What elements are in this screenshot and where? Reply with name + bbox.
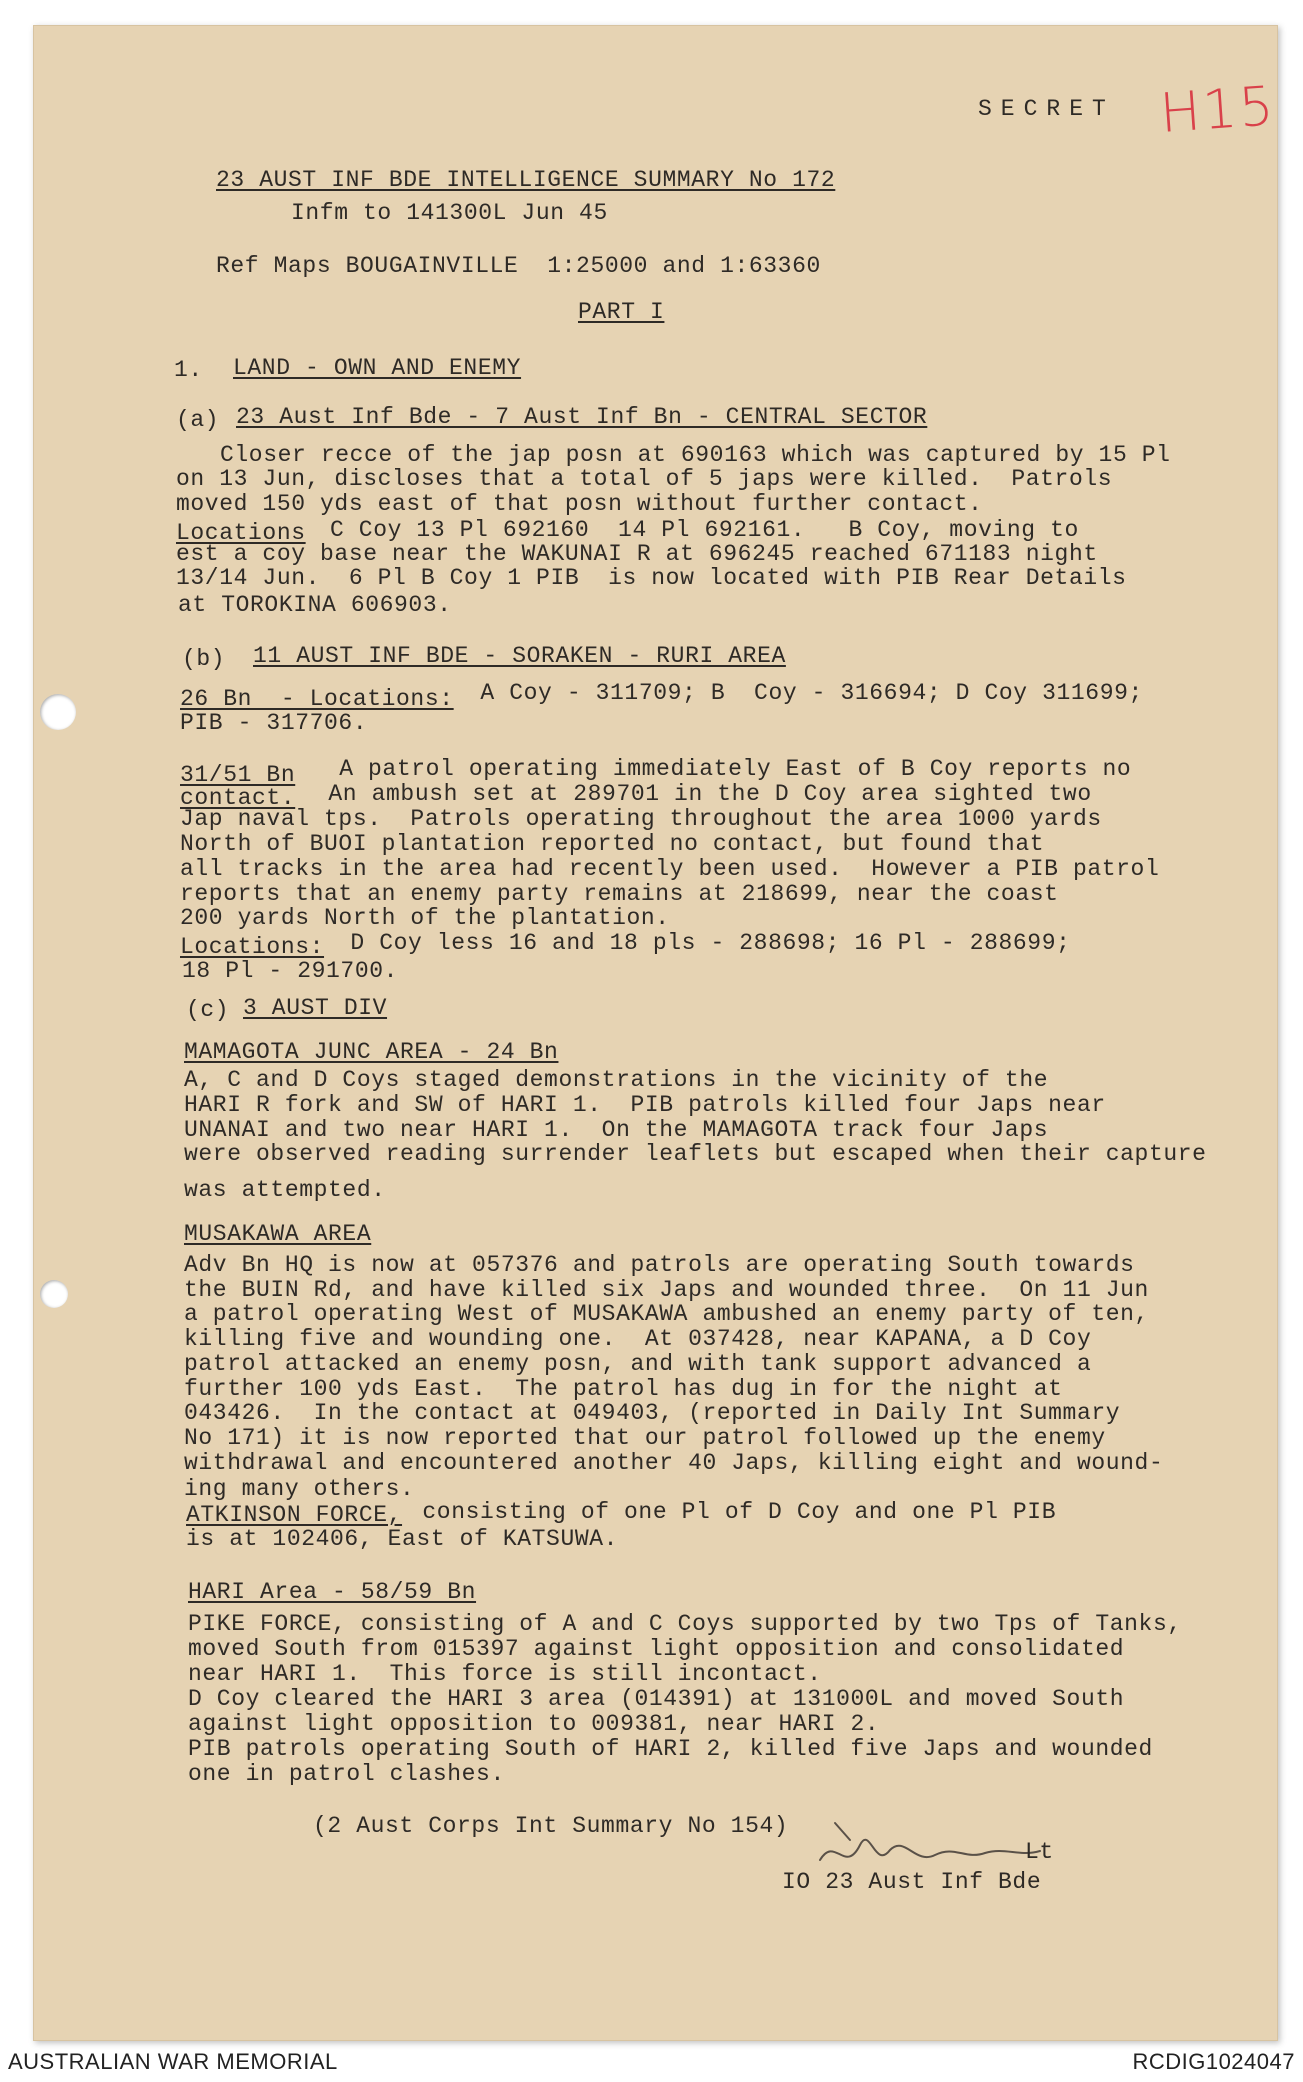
paragraph-line: 13/14 Jun. 6 Pl B Coy 1 PIB is now located with PIB Rear Details [176, 565, 1127, 591]
paragraph-line: is at 102406, East of KATSUWA. [186, 1526, 619, 1552]
paragraph-line: An ambush set at 289701 in the D Coy area sighted two [314, 781, 1092, 807]
subsection-a-heading: 23 Aust Inf Bde - 7 Aust Inf Bn - CENTRAL SECTOR [236, 404, 928, 430]
paragraph-line: 18 Pl - 291700. [182, 958, 399, 984]
paragraph-line: UNANAI and two near HARI 1. On the MAMAGOTA track four Japs [184, 1117, 1049, 1143]
paragraph-line: A Coy - 311709; B Coy - 316694; D Coy 311699; [466, 680, 1143, 706]
locations-label-3151: Locations: [180, 934, 325, 960]
subsection-a-number: (a) [176, 407, 220, 433]
paragraph-line: a patrol operating West of MUSAKAWA ambushed an enemy party of ten, [184, 1301, 1149, 1327]
paragraph-line: consisting of one Pl of D Coy and one Pl PIB [408, 1499, 1057, 1525]
paragraph-line: Closer recce of the jap posn at 690163 which was captured by 15 Pl [220, 442, 1171, 468]
musakawa-heading: MUSAKAWA AREA [184, 1221, 372, 1247]
hari-heading: HARI Area - 58/59 Bn [188, 1579, 477, 1605]
signature-rank: Lt [1025, 1839, 1054, 1865]
source-reference: (2 Aust Corps Int Summary No 154) [313, 1813, 789, 1839]
subsection-c-number: (c) [186, 997, 230, 1023]
paragraph-line: A, C and D Coys staged demonstrations in the vicinity of the [184, 1067, 1049, 1093]
subsection-c-heading: 3 AUST DIV [243, 995, 388, 1021]
paragraph-line: reports that an enemy party remains at 218699, near the coast [180, 881, 1059, 907]
paragraph-line: killing five and wounding one. At 037428, near KAPANA, a D Coy [184, 1326, 1092, 1352]
locations-label: Locations [176, 520, 306, 546]
paragraph-line: C Coy 13 Pl 692160 14 Pl 692161. B Coy, moving to [330, 517, 1079, 543]
paragraph-line: patrol attacked an enemy posn, and with tank support advanced a [184, 1351, 1092, 1377]
paragraph-line: Jap naval tps. Patrols operating throughout the area 1000 yards [180, 806, 1102, 832]
subsection-b-number: (b) [182, 646, 226, 672]
paragraph-line: North of BUOI plantation reported no contact, but found that [180, 831, 1045, 857]
paragraph-line: PIKE FORCE, consisting of A and C Coys supported by two Tps of Tanks, [188, 1611, 1182, 1637]
part-heading: PART I [578, 299, 665, 325]
section-title: LAND - OWN AND ENEMY [233, 355, 522, 381]
reference-maps: Ref Maps BOUGAINVILLE 1:25000 and 1:63360 [216, 253, 821, 279]
paragraph-line: near HARI 1. This force is still incontact. [188, 1661, 822, 1687]
locations-label-26bn: 26 Bn - Locations: [180, 686, 454, 712]
paragraph-line: PIB - 317706. [180, 710, 368, 736]
paragraph-line: Adv Bn HQ is now at 057376 and patrols are operating South towards [184, 1252, 1135, 1278]
paragraph-line: further 100 yds East. The patrol has dug in for the night at [184, 1376, 1063, 1402]
paragraph-line: 200 yards North of the plantation. [180, 905, 670, 931]
information-date: Infm to 141300L Jun 45 [291, 200, 608, 226]
subsection-b-heading: 11 AUST INF BDE - SORAKEN - RURI AREA [253, 643, 786, 669]
contact-label: contact. [180, 785, 296, 811]
paragraph-line: No 171) it is now reported that our patrol followed up the enemy [184, 1425, 1106, 1451]
paragraph-line: withdrawal and encountered another 40 Japs, killing eight and wound- [184, 1450, 1164, 1476]
paragraph-line: est a coy base near the WAKUNAI R at 696245 reached 671183 night [176, 541, 1098, 567]
paragraph-line: were observed reading surrender leaflets but escaped when their capture [184, 1141, 1207, 1167]
handwritten-reference: H15 [1157, 74, 1278, 145]
paragraph-line: ing many others. [184, 1476, 415, 1502]
document-title: 23 AUST INF BDE INTELLIGENCE SUMMARY No 172 [216, 167, 836, 193]
punch-hole-bottom [40, 1280, 68, 1308]
battalion-label-3151: 31/51 Bn [180, 762, 296, 788]
paragraph-line: at TOROKINA 606903. [178, 592, 452, 618]
paragraph-line: one in patrol clashes. [188, 1761, 505, 1787]
paragraph-line: D Coy less 16 and 18 pls - 288698; 16 Pl - 288699; [336, 930, 1071, 956]
footer-record-id: RCDIG1024047 [1132, 2049, 1295, 2074]
paragraph-line: against light opposition to 009381, near HARI 2. [188, 1711, 880, 1737]
signature-unit: IO 23 Aust Inf Bde [782, 1869, 1042, 1895]
atkinson-force-label: ATKINSON FORCE, [186, 1502, 403, 1528]
paragraph-line: on 13 Jun, discloses that a total of 5 japs were killed. Patrols [176, 466, 1113, 492]
mamagota-heading: MAMAGOTA JUNC AREA - 24 Bn [184, 1039, 559, 1065]
paragraph-line: A patrol operating immediately East of B Coy reports no [296, 756, 1132, 782]
paragraph-line: 043426. In the contact at 049403, (reported in Daily Int Summary [184, 1400, 1121, 1426]
paragraph-line: moved South from 015397 against light opposition and consolidated [188, 1636, 1125, 1662]
paragraph-line: HARI R fork and SW of HARI 1. PIB patrols killed four Japs near [184, 1092, 1106, 1118]
footer-archive-name: AUSTRALIAN WAR MEMORIAL [8, 2049, 338, 2074]
paragraph-line: moved 150 yds east of that posn without further contact. [176, 491, 983, 517]
punch-hole-top [40, 694, 76, 730]
paragraph-line: was attempted. [184, 1177, 386, 1203]
classification: SECRET [978, 96, 1115, 122]
paragraph-line: D Coy cleared the HARI 3 area (014391) at 131000L and moved South [188, 1686, 1125, 1712]
paragraph-line: the BUIN Rd, and have killed six Japs and wounded three. On 11 Jun [184, 1277, 1149, 1303]
paragraph-line: PIB patrols operating South of HARI 2, killed five Japs and wounded [188, 1736, 1153, 1762]
paragraph-line: all tracks in the area had recently been used. However a PIB patrol [180, 856, 1160, 882]
section-number: 1. [174, 357, 203, 383]
